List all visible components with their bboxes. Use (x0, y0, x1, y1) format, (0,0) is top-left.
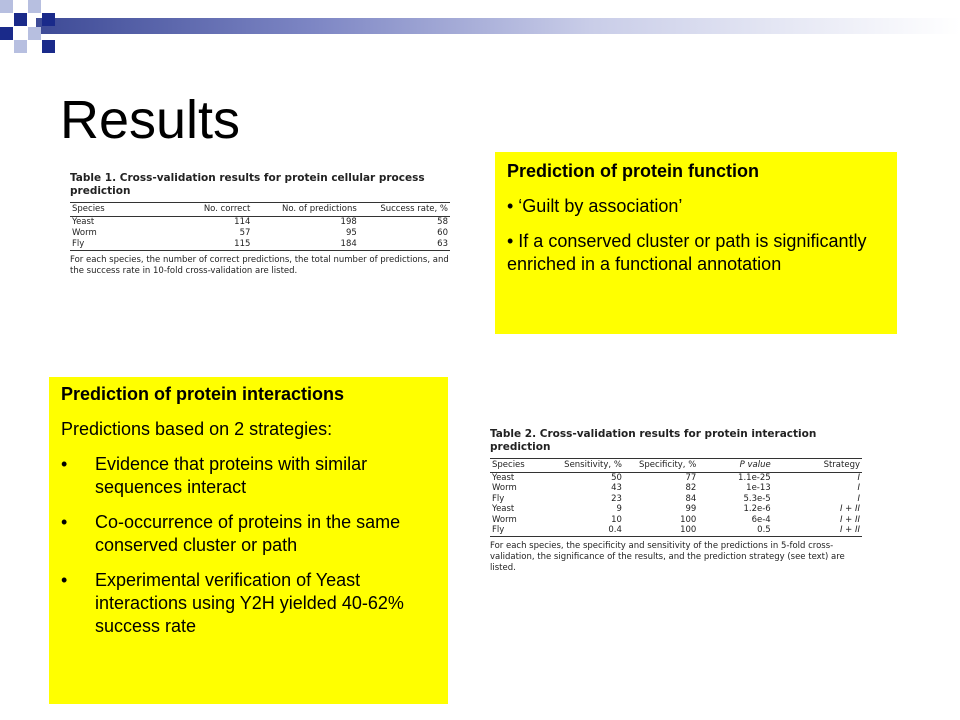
table2-header: Species (492, 460, 525, 470)
list-item (61, 453, 436, 499)
table-cell: I (857, 493, 860, 504)
table-cell: 0.4 (608, 525, 622, 535)
deco-square (14, 40, 27, 53)
table1-caption: Table 1. Cross-validation results for protein cellular process prediction (70, 172, 425, 197)
table2-caption: Table 2. Cross-validation results for protein interaction prediction (490, 428, 817, 453)
table1 (70, 202, 450, 251)
table-cell: 114 (234, 217, 251, 227)
table-cell: 23 (611, 493, 622, 504)
bullet-marker: • (61, 570, 68, 590)
deco-square (28, 0, 41, 13)
deco-square (42, 13, 55, 26)
table-cell: 184 (340, 239, 357, 249)
table-cell: 84 (685, 493, 697, 504)
protein-function-bullet: • ‘Guilt by association’ (507, 196, 683, 216)
table-cell: I (857, 483, 860, 493)
table-cell: 1.2e-6 (743, 504, 771, 514)
table-cell: 1.1e-25 (738, 472, 771, 483)
table-cell: Fly (492, 493, 505, 504)
table-cell: 58 (437, 217, 448, 227)
table2-header: Sensitivity, % (564, 460, 622, 470)
table1-figure (70, 172, 450, 277)
bullet-text: Co-occurrence of proteins in the same conserved cluster or path (95, 512, 401, 555)
table-cell: 6e-4 (751, 514, 771, 525)
table-row (70, 228, 450, 239)
table-cell: 0.5 (757, 525, 771, 535)
table-row (70, 239, 450, 251)
table-cell: 50 (611, 472, 622, 483)
table-row (490, 504, 862, 515)
table-cell: 115 (234, 239, 251, 249)
table-cell: I + II (839, 504, 860, 514)
table-cell: 43 (611, 483, 622, 493)
table-cell: Worm (492, 483, 517, 493)
table-cell: 5.3e-5 (743, 493, 771, 504)
table-cell: Worm (492, 514, 517, 525)
table-cell: 82 (685, 483, 697, 493)
table-cell: I (857, 472, 860, 483)
table-row (490, 525, 862, 536)
protein-interactions-intro: Predictions based on 2 strategies: (61, 419, 333, 439)
table-cell: Yeast (72, 217, 95, 227)
table-row (490, 472, 862, 483)
table-cell: 100 (680, 514, 697, 525)
table2-header: P value (739, 460, 771, 470)
table-cell: Yeast (492, 472, 515, 483)
protein-function-heading: Prediction of protein function (507, 161, 759, 181)
deco-square (42, 40, 55, 53)
table2 (490, 458, 862, 537)
table2-footnote: For each species, the specificity and sensitivity of the predictions in 5-fold cross-validation, the significance of the results, and the prediction strategy (see text) are listed. (490, 540, 845, 573)
table1-footnote: For each species, the number of correct predictions, the total number of predictions, and the success rate in 10-fold cross-validation are listed. (70, 255, 449, 276)
deco-square (28, 27, 41, 40)
protein-function-box (495, 152, 897, 334)
table-row (490, 483, 862, 494)
table1-header: No. correct (203, 204, 251, 214)
header-gradient-band (36, 18, 960, 34)
protein-interactions-box (49, 377, 448, 704)
deco-square (0, 27, 13, 40)
table-cell: 9 (616, 504, 622, 514)
table1-header: No. of predictions (281, 204, 357, 214)
table-cell: 77 (685, 472, 697, 483)
table-row (490, 494, 862, 505)
bullet-marker: • (61, 512, 68, 532)
protein-function-bullet: • If a conserved cluster or path is significantly enriched in a functional annotation (507, 231, 867, 274)
table-cell: I + II (839, 525, 860, 535)
table-cell: 10 (611, 514, 622, 525)
table-cell: Fly (72, 239, 85, 249)
header-decoration (0, 0, 960, 60)
slide-title: Results (60, 90, 241, 150)
bullet-marker: • (61, 454, 68, 474)
deco-square (0, 0, 13, 13)
table2-header: Strategy (823, 460, 860, 470)
table-cell: 60 (437, 228, 448, 238)
list-item (61, 511, 436, 557)
deco-square (14, 13, 27, 26)
bullet-text: Evidence that proteins with similar sequences interact (95, 454, 368, 497)
table2-figure (490, 428, 862, 574)
table-row (70, 217, 450, 229)
protein-interactions-heading: Prediction of protein interactions (61, 384, 345, 404)
table-cell: 57 (239, 228, 251, 238)
table1-header: Species (72, 204, 105, 214)
table-cell: 99 (685, 504, 697, 514)
table-cell: 63 (437, 239, 448, 249)
bullet-text: Experimental verification of Yeast interactions using Y2H yielded 40-62% success rate (95, 570, 404, 636)
table-cell: Worm (72, 228, 97, 238)
table1-header: Success rate, % (380, 204, 448, 214)
table-cell: 100 (680, 525, 697, 535)
table-cell: 95 (345, 228, 357, 238)
table2-header: Specificity, % (639, 460, 697, 470)
list-item (61, 569, 436, 638)
table-cell: 198 (340, 217, 357, 227)
table-cell: I + II (839, 514, 860, 525)
table-cell: Fly (492, 525, 505, 535)
table-cell: Yeast (492, 504, 515, 514)
table-cell: 1e-13 (746, 483, 771, 493)
table-row (490, 515, 862, 526)
